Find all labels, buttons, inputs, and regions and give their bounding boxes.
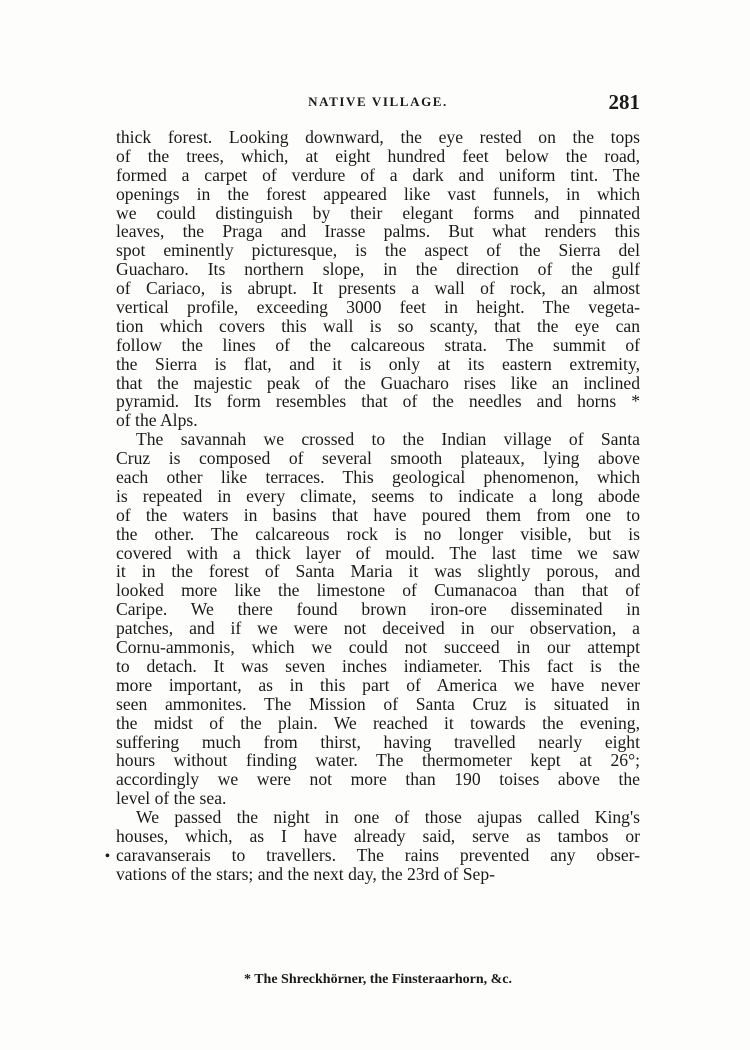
text-line: is repeated in every climate, seems to indicate a long abode — [116, 485, 640, 506]
text-line: of the waters in basins that have poured them from one to — [116, 504, 640, 525]
text-line: vations of the stars; and the next day, the 23rd of Sep- — [116, 863, 495, 884]
text-line: we could distinguish by their elegant forms and pinnated — [116, 202, 640, 223]
text-line: of the trees, which, at eight hundred feet below the road, — [116, 145, 640, 166]
text-line: Cruz is composed of several smooth plateaux, lying above — [116, 448, 640, 469]
text-line: We passed the night in one of those ajupas called King's — [136, 807, 640, 828]
text-line: The savannah we crossed to the Indian village of Santa — [136, 429, 640, 450]
body-text — [116, 128, 640, 884]
text-line: the other. The calcareous rock is no longer visible, but is — [116, 523, 640, 544]
paragraph — [116, 128, 640, 430]
text-line: it in the forest of Santa Maria it was slightly porous, and — [116, 561, 640, 582]
paragraph — [116, 808, 640, 884]
text-line: Caripe. We there found brown iron-ore disseminated in — [116, 599, 640, 620]
text-line: leaves, the Praga and Irasse palms. But what renders this — [116, 221, 640, 242]
text-line: formed a carpet of verdure of a dark and uniform tint. The — [116, 164, 640, 185]
text-line: patches, and if we were not deceived in our observation, a — [116, 618, 640, 639]
text-line: seen ammonites. The Mission of Santa Cruz is situated in — [116, 693, 640, 714]
text-line: spot eminently picturesque, is the aspect of the Sierra del — [116, 240, 640, 261]
text-line: to detach. It was seven inches indiameter. This fact is the — [116, 655, 640, 676]
footnote: * The Shreckhörner, the Finsteraarhorn, &c. — [243, 972, 513, 987]
page-number: 281 — [608, 90, 640, 114]
text-line: pyramid. Its form resembles that of the needles and horns * — [116, 391, 640, 412]
text-line: looked more like the limestone of Cumanacoa than that of — [116, 580, 640, 601]
running-head — [116, 90, 640, 114]
text-line: caravanserais to travellers. The rains prevented any obser- — [116, 844, 640, 865]
margin-mark: • — [105, 849, 110, 864]
paragraph — [116, 430, 640, 808]
text-line: openings in the forest appeared like vast funnels, in which — [116, 183, 640, 204]
text-line: each other like terraces. This geological phenomenon, which — [116, 467, 640, 488]
text-line: tion which covers this wall is so scanty, that the eye can — [116, 315, 640, 336]
running-title: NATIVE VILLAGE. — [308, 94, 448, 109]
text-line: Cornu-ammonis, which we could not succeed in our attempt — [116, 637, 640, 658]
text-line: Guacharo. Its northern slope, in the direction of the gulf — [116, 259, 640, 280]
text-line: the midst of the plain. We reached it towards the evening, — [116, 712, 640, 733]
text-line: of Cariaco, is abrupt. It presents a wall of rock, an almost — [116, 278, 640, 299]
text-line: the Sierra is flat, and it is only at its eastern extremity, — [116, 353, 640, 374]
text-line: follow the lines of the calcareous strata. The summit of — [116, 334, 640, 355]
text-line: suffering much from thirst, having travelled nearly eight — [116, 731, 640, 752]
text-line: of the Alps. — [116, 410, 198, 431]
text-line: vertical profile, exceeding 3000 feet in height. The vegeta- — [116, 297, 640, 318]
text-line: houses, which, as I have already said, serve as tambos or — [116, 825, 640, 846]
text-line: accordingly we were not more than 190 toises above the — [116, 769, 640, 790]
text-line: level of the sea. — [116, 788, 227, 809]
text-line: covered with a thick layer of mould. The last time we saw — [116, 542, 640, 563]
text-line: that the majestic peak of the Guacharo rises like an inclined — [116, 372, 640, 393]
text-line: thick forest. Looking downward, the eye rested on the tops — [116, 127, 640, 147]
text-line: hours without finding water. The thermometer kept at 26°; — [116, 750, 640, 771]
text-line: more important, as in this part of America we have never — [116, 674, 640, 695]
